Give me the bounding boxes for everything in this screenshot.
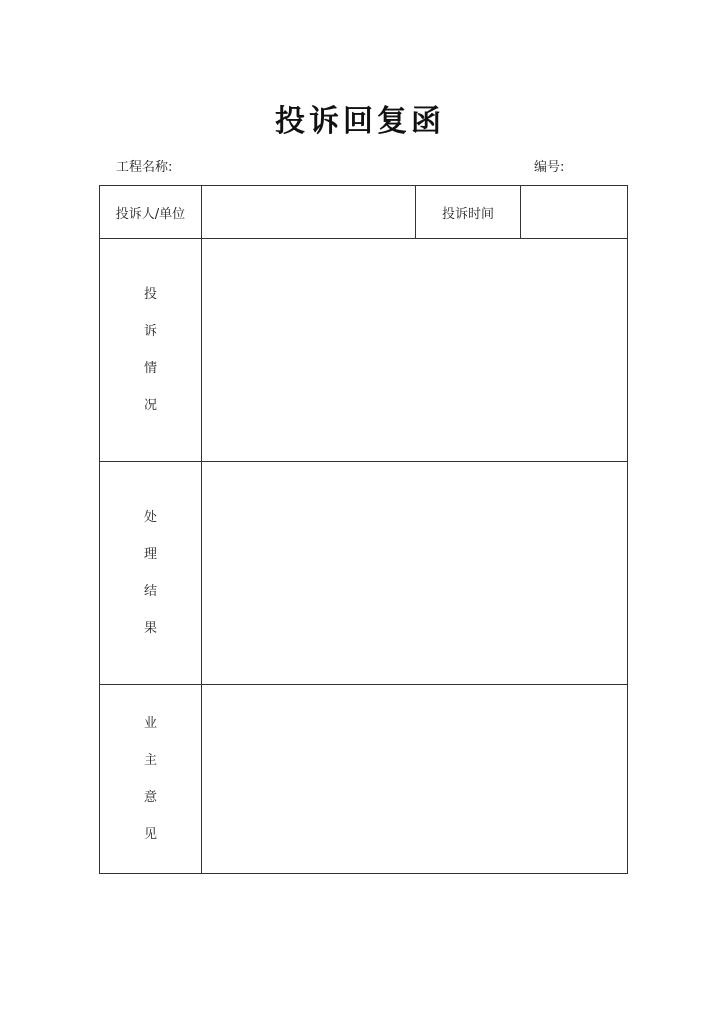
number-label: 编号: bbox=[534, 160, 565, 175]
handling-result-row bbox=[100, 462, 628, 685]
label-char: 诉 bbox=[143, 324, 157, 339]
label-char: 情 bbox=[143, 361, 157, 376]
complaint-time-label: 投诉时间 bbox=[416, 186, 521, 239]
complaint-situation-row bbox=[100, 239, 628, 462]
handling-result-field[interactable] bbox=[202, 462, 628, 685]
owner-opinion-label bbox=[100, 685, 202, 874]
document-title: 投诉回复函 bbox=[275, 104, 445, 139]
label-char: 投 bbox=[143, 287, 157, 302]
handling-result-label bbox=[100, 462, 202, 685]
complainant-field[interactable] bbox=[202, 186, 416, 239]
label-char: 主 bbox=[143, 753, 157, 768]
complainant-label: 投诉人/单位 bbox=[100, 186, 202, 239]
complaint-situation-field[interactable] bbox=[202, 239, 628, 462]
complaint-reply-table bbox=[99, 185, 628, 874]
owner-opinion-row bbox=[100, 685, 628, 874]
label-char: 结 bbox=[143, 584, 157, 599]
label-char: 见 bbox=[143, 827, 157, 842]
complaint-time-field[interactable] bbox=[521, 186, 628, 239]
owner-opinion-field[interactable] bbox=[202, 685, 628, 874]
label-char: 意 bbox=[143, 790, 157, 805]
label-char: 理 bbox=[143, 547, 157, 562]
label-char: 处 bbox=[143, 510, 157, 525]
label-char: 果 bbox=[143, 621, 157, 636]
header-row bbox=[100, 186, 628, 239]
label-char: 业 bbox=[143, 716, 157, 731]
project-name-label: 工程名称: bbox=[116, 160, 173, 175]
complaint-situation-label bbox=[100, 239, 202, 462]
label-char: 况 bbox=[143, 398, 157, 413]
